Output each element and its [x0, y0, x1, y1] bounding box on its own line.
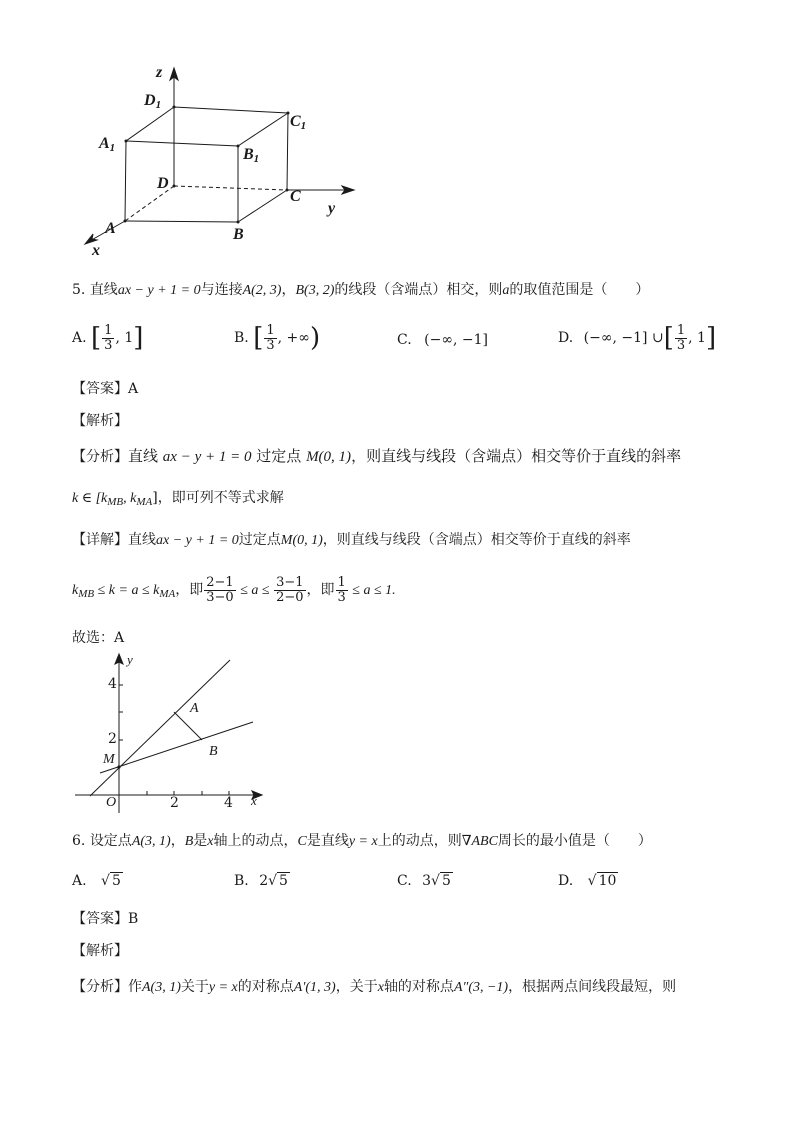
q5-choose: 故选：A: [72, 630, 125, 646]
cube-label-b1: B1: [243, 146, 260, 165]
graph-label-a: A: [190, 701, 199, 716]
graph-label-origin: O: [106, 795, 117, 810]
point-d: [173, 185, 176, 188]
cube-label-c1: C1: [290, 113, 307, 132]
edge-c1c: [287, 113, 288, 190]
cube-label-a1: A1: [99, 135, 116, 154]
q6-stem: 6. 设定点A(3, 1)，B是x轴上的动点，C是直线y = x上的动点，则∇ABC周长的最小值是（ ）: [72, 833, 652, 849]
q5-answer: 【答案】A: [72, 381, 139, 397]
q5-detail: 【详解】直线ax − y + 1 = 0过定点M(0, 1)，则直线与线段（含端点）相交等价于直线的斜率: [72, 532, 631, 548]
edge-bc: [238, 190, 287, 222]
cube-label-x: x: [92, 242, 100, 259]
q5-detail-line2: $k_{MB} \le k = a \le k_{MA}$，即 $\frac{2-1}{3-0}$ ≤ a ≤ $\frac{3-1}{2-0}$ ，即 $\frac{1}{3}$ ≤ a ≤ 1.: [72, 574, 396, 605]
edge-a1b1: [126, 141, 238, 146]
edge-a1a: [125, 141, 126, 221]
q5-option-b: B. [ $\frac{1}{3}$ , +∞): [234, 322, 321, 353]
q5-option-c: C. (−∞, −1]: [397, 332, 488, 348]
point-d1: [173, 106, 176, 109]
cube-figure: [78, 62, 368, 262]
graph-tick-label-y2: 2: [108, 731, 117, 747]
q5-option-d: D. (−∞, −1] ∪[ $\frac{1}{3}$ , 1]: [558, 322, 717, 353]
edge-d1c1: [174, 107, 288, 113]
graph-tick-label-x2: 2: [170, 795, 179, 811]
graph-label-y: y: [127, 652, 133, 667]
q6-option-a: A. √ 5: [72, 873, 121, 889]
graph-tick-label-y4: 4: [108, 676, 117, 692]
cube-label-y: y: [328, 200, 336, 217]
point-b1: [237, 145, 240, 148]
q5-analysis-line2: k ∈ [$k_{MB}$, $k_{MA}$]，即可列不等式求解: [72, 490, 284, 508]
cube-label-a: A: [105, 220, 116, 237]
cube-label-z: z: [156, 64, 163, 81]
graph-label-m: M: [103, 752, 115, 767]
line-through-mb: [100, 722, 253, 773]
point-a: [124, 220, 127, 223]
q6-option-c: C. 3√ 5: [397, 873, 451, 889]
cube-label-d1: D1: [144, 92, 162, 111]
q5-stem: 5. 直线ax − y + 1 = 0与连接A(2, 3)，B(3, 2)的线段（含端点）相交，则a的取值范围是（ ）: [72, 282, 650, 298]
point-c: [286, 189, 289, 192]
cube-label-b: B: [233, 226, 244, 243]
q5-analysis: 【分析】直线 ax − y + 1 = 0 过定点 M(0, 1)，则直线与线段（含端点）相交等价于直线的斜率: [72, 447, 682, 465]
point-m: [117, 765, 120, 768]
point-b: [237, 221, 240, 224]
hidden-edge-dc: [174, 186, 287, 190]
graph-label-b: B: [209, 744, 218, 759]
q6-analysis: 【分析】作A(3, 1)关于y = x的对称点A′(1, 3)，关于x轴的对称点A″(3, −1)，根据两点间线段最短，则: [72, 979, 677, 995]
q6-answer: 【答案】B: [72, 911, 139, 927]
graph-y-arrow: [115, 654, 123, 664]
q5-jiexi: 【解析】: [72, 413, 128, 429]
q6-option-d: D. √ 10: [558, 873, 617, 889]
edge-c1b1: [238, 113, 288, 146]
edge-ab: [125, 221, 238, 222]
graph-label-x: x: [251, 793, 257, 808]
point-a1: [125, 140, 128, 143]
q5-option-a: A. [ $\frac{1}{3}$ , 1]: [72, 322, 144, 353]
graph-tick-label-x4: 4: [224, 795, 233, 811]
cube-label-d: D: [157, 175, 169, 192]
edge-d1a1: [126, 107, 174, 141]
q6-jiexi: 【解析】: [72, 943, 128, 959]
cube-label-c: C: [290, 188, 301, 205]
q6-option-b: B. 2√ 5: [234, 873, 288, 889]
